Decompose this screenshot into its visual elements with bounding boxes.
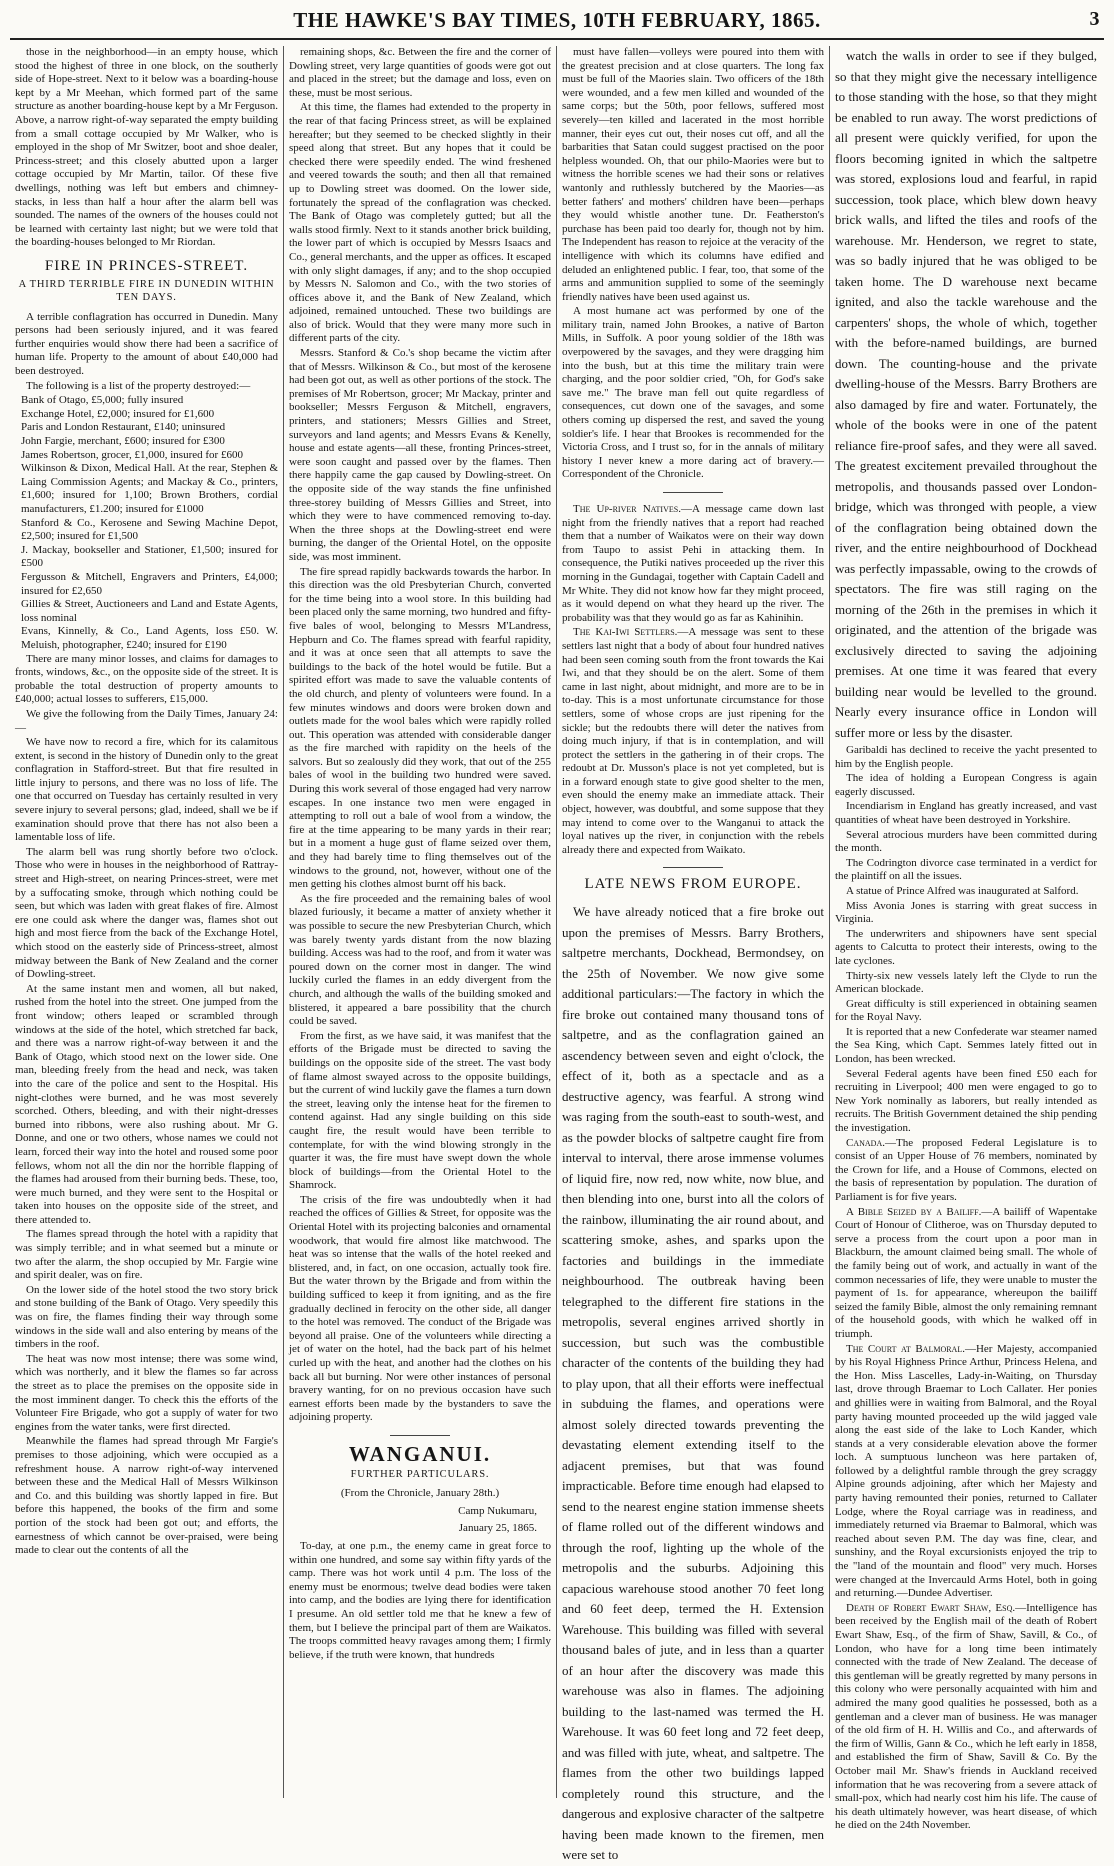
- paragraph: The underwriters and shipowners have sent special agents to Calcutta to protect their interests, owing to the late cyclones.: [835, 927, 1097, 967]
- paragraph: those in the neighborhood—in an empty house, which stood the highest of three in one block, on the southerly side of Hope-street. Next to it below was a boarding-house kept by a Mr Meehan, which formed part of the same structure as another boarding-house kept by a Mr Ferguson. Above, a narrow right-of-way separated the empty building from a small cottage occupied by Mr Walker, who is employed in the shop of Mr Switzer, boot and shoe dealer, Princess-street; and this closely abutted upon a larger cottage occupied by Mr Martin, tailor. Of these five dwellings, nothing was left but embers and chimney-stacks, in less than half a hour after the alarm bell was sounded. The names of the owners of the houses could not be learned with certainty last night; but we were told that the boarding-houses belonged to Mr Riordan.: [15, 46, 278, 249]
- property-list-item: Wilkinson & Dixon, Medical Hall. At the rear, Stephen & Laing Commission Agents; and Mackay & Co., printers, £1,600; insured for 1,100; Brown Brothers, cordial manufacturers, £1.200; insured for £1000: [21, 462, 278, 515]
- column-2: [283, 46, 556, 1798]
- paragraph-label: Death of Robert Ewart Shaw, Esq.: [846, 1601, 1016, 1614]
- paragraph: must have fallen—volleys were poured into them with the greatest precision and at close quarters. The long fax must be full of the Maories slain. Two officers of the 18th were wounded, and a few men killed and wounded of the same corps; but the 50th, poor fellows, suffered most severely—ten killed and lacerated in the most horrible manner, their eyes cut out, their noses cut off, and all the barbarities that Satan could suggest practised on the poor helpless wounded. Oh, that our philo-Maories were but to witness the horrible scenes we had their sons or relatives wantonly and ruthlessly butchered by the Maories—as better fathers' and mothers' children have been—perhaps they would whistle another tune. Dr. Featherston's purchase has been paid too dearly for, though not by him. The Independent has reason to rejoice at the veracity of the intelligence with which its columns have edified and deluded an enlightened public. I fear, too, that some of the arms and ammunition supplied to some of the seemingly friendly natives have been used against us.: [562, 46, 824, 303]
- paragraph: Great difficulty is still experienced in obtaining seamen for the Royal Navy.: [835, 997, 1097, 1024]
- paragraph: From the first, as we have said, it was manifest that the efforts of the Brigade must be directed to saving the buildings on the opposite side of the street. The vast body of flame almost swayed across to the opposite buildings, but the current of wind luckily gave the flames a turn down the street, leaving only the intense heat for the firemen to contend against. Had any single building on this side caught fire, the result would have been terrible to contemplate, for with the wind blowing strongly in the quarter it was, the fire must have swept down the whole block of buildings—from the Oriental Hotel to the Shamrock.: [289, 1029, 551, 1192]
- paragraph-text: —The proposed Federal Legislature is to consist of an Upper House of 76 members, nominated by the Crown for life, and a House of Commons, elected on the basis of representation by population. The duration of Parliament is for five years.: [835, 1136, 1097, 1203]
- paragraph: A statue of Prince Alfred was inaugurated at Salford.: [846, 884, 1079, 897]
- paragraph-label: A Bible Seized by a Bailiff.: [846, 1205, 982, 1218]
- paragraph-label: The Up-river Natives.: [573, 503, 681, 515]
- paragraph: Thirty-six new vessels lately left the Clyde to run the American blockade.: [835, 969, 1097, 996]
- paragraph-label: Canada.: [846, 1136, 885, 1149]
- paragraph: As the fire proceeded and the remaining bales of wool blazed furiously, it became a matter of anxiety whether it was possible to secure the new Presbyterian Church, which was barely twenty yards distant from the now blazing building. Access was had to the roof, and from it water was poured down on the corner most in danger. The wind luckily curled the flames in an eddy divergent from the church, and although the walls of the building smoked and blistered, it appeared a bare possibility that the church could be saved.: [289, 892, 551, 1028]
- column-1: [10, 46, 283, 1798]
- property-list-item: James Robertson, grocer, £1,000, insured for £600: [21, 448, 243, 461]
- paragraph: The alarm bell was rung shortly before two o'clock. Those who were in houses in the neighborhood of Rattray-street and High-street, on nearing Princes-street, were met by a suffocating smoke, through which nothing could be seen, but which was laden with great flakes of fire. Almost ere one could ask where the danger was, flames shot out high and most fierce from the back of the Exchange Hotel, which stood on the easterly side of Princess-street, almost midway between the Bank of New Zealand and the corner of Dowling-street.: [15, 845, 278, 981]
- paragraph-text: —A message was sent to these settlers last night that a body of about four hundred natives had been seen coming south from the front towards the Kai Iwi, and that they should be on the alert. Some of them came in last night, about midnight, and more are to be in to-day. This is a most unfortunate circumstance for those settlers, some of whose crops are just ripening for the sickle; but the redoubts there will deter the natives from doing much injury, if that is in contemplation, and will protect the settlers in the gathering in of their crops. The redoubt at Dr. Musson's place is not yet completed, but is in a forward enough state to give good shelter to the men, even should the enemy make an immediate attack. Their object, however, was doubtful, and some suppose that they may intend to come over to the Wanganui to attack the loyal natives up the river, in conjunction with the rebels already there and expected from Waikato.: [562, 626, 824, 856]
- masthead-title: THE HAWKE'S BAY TIMES, 10TH FEBRUARY, 1865.: [293, 8, 821, 32]
- dateline-date: January 25, 1865.: [458, 1522, 537, 1535]
- paragraph: Miss Avonia Jones is starring with great success in Virginia.: [835, 899, 1097, 926]
- paragraph: Several atrocious murders have been committed during the month.: [835, 828, 1097, 855]
- paragraph: Incendiarism in England has greatly increased, and vast quantities of wheat have been destroyed in Yorkshire.: [835, 800, 1097, 826]
- property-list-item: Bank of Otago, £5,000; fully insured: [21, 394, 184, 407]
- paragraph-label: The Kai-Iwi Settlers.: [573, 626, 678, 639]
- paragraph-text: —Intelligence has been received by the English mail of the death of Robert Ewart Shaw, Esq., of the firm of Shaw, Savill, & Co., of London, who have for a long time been intimately connected with the trade of New Zealand. The decease of this gentleman will be greatly regretted by many persons in this colony who were personally acquainted with him and admired the many good qualities he possessed, both as a gentleman and a clever man of business. He was manager of the old firm of H. H. Willis and Co., and afterwards of the firm of Willis, Gann & Co., which he left early in 1858, and established the firm of Shaw, Savill & Co. By the October mail Mr. Shaw's friends in Auckland received information that he was recovering from a severe attack of small-pox, which had nearly cost him his life. The cause of his death ultimately however, was heart disease, of which he died on the 24th November.: [835, 1601, 1097, 1832]
- paragraph: At the same instant men and women, all but naked, rushed from the hotel into the street. One jumped from the front window; others leaped or scrambled through windows at the side of the hotel, which stretched far back, and there was a narrow right-of-way between it and the Bank of Otago, which stood next on the lower side. One man, bleeding freely from the head and neck, was taken into the care of the police and sent to the Hospital. His night-clothes were burned, and he was most severely scorched. Others, bleeding, and with their night-dresses burned into ribbons, were also rushing about. Mr G. Donne, and one or two others, whose names we could not learn, forced their way into the hotel and roused some poor fellows, whom not all the din nor the horrible flapping of the flames had aroused from their burning beds. These, too, were much burned, and they were sent to the Hospital or taken into houses on the opposite side of the street, and there attended to.: [15, 982, 278, 1226]
- divider: [663, 867, 723, 868]
- dateline-place: Camp Nukumaru,: [458, 1504, 537, 1517]
- paragraph-up-river-natives: [562, 503, 824, 625]
- property-list-item: Evans, Kinnelly, & Co., Land Agents, loss £50. W. Meluish, photographer, £240; insured for £190: [21, 625, 278, 651]
- columns: [10, 46, 1104, 1863]
- paragraph: There are many minor losses, and claims for damages to fronts, windows, &c., on the opposite side of the street. It is probable the total destruction of property amounts to £40,000; actual losses to sufferers, £15,000.: [15, 652, 278, 706]
- paragraph: We have now to record a fire, which for its calamitous extent, is second in the history of Dunedin only to the great conflagration in Stafford-street. But that fire resulted in little injury to persons, and there was no loss of life. The one that occurred on Tuesday has certainly resulted in very severe injury to several persons; glad, indeed, shall we be if examination should prove that there has not also been a lamentable loss of life.: [15, 736, 278, 844]
- paragraph: It is reported that a new Confederate war steamer named the Sea King, which Capt. Semmes lately fitted out in London, has been wrecked.: [835, 1025, 1097, 1066]
- paragraph: The Codrington divorce case terminated in a verdict for the plaintiff on all the issues.: [835, 856, 1097, 883]
- paragraph: We give the following from the Daily Times, January 24:—: [15, 707, 278, 734]
- paragraph-death-shaw: [835, 1602, 1097, 1833]
- property-list-item: John Fargie, merchant, £600; insured for £300: [21, 435, 225, 448]
- paragraph-text: —A bailiff of Wapentake Court of Honour of Clitheroe, was on Thursday deputed to serve a process from the court upon a poor man in Blackburn, the amount claimed being small. The whole of the family being out of work, and actually in want of the common necessaries of life, they were unable to muster the payment of 1s. for appearance, whereupon the bailiff seized the family Bible, almost the only remaining remnant of the household goods, with which he walked off in triumph.: [835, 1205, 1097, 1340]
- paragraph-label: The Court at Balmoral.: [846, 1342, 965, 1355]
- paragraph: remaining shops, &c. Between the fire and the corner of Dowling street, very large quantities of goods were got out and placed in the street; but the damage and loss, even on these, must be most serious.: [289, 46, 551, 99]
- paragraph: Garibaldi has declined to receive the yacht presented to him by the English people.: [835, 744, 1097, 770]
- paragraph: A terrible conflagration has occurred in Dunedin. Many persons had been seriously injured, and it was feared further enquiries would show there had been a sacrifice of human life. Property to the amount of about £40,000 had been destroyed.: [15, 310, 278, 378]
- paragraph-text: —A message came down last night from the friendly natives that a report had reached them that a number of Waikatos were on their way down from Taupo to assist Pehi in attacking them. In consequence, the Putiki natives proceeded up the river this morning in the Gundagai, together with Captain Cadell and Mr White. They did not know how far they might proceed, as it would depend on what they heard up the river. The probability was that they would go as far as Kahinihin.: [562, 503, 824, 624]
- paragraph: On the lower side of the hotel stood the two story brick and stone building of the Bank of Otago. Very speedily this was on fire, the flames finding their way through some windows in the side wall and also entering by means of the timbers in the roof.: [15, 1283, 278, 1351]
- paragraph-kai-iwi-settlers: [562, 626, 824, 857]
- paragraph: Meanwhile the flames had spread through Mr Fargie's premises to those adjoining, which were occupied as a refreshment house. A narrow right-of-way intervened between these and the Medical Hall of Messrs Wilkinson and Co. and this building was shortly lapped in fire. But before this happened, the books of the firm and some portion of the stock had been got out; and efforts, the earnestness of which cannot be over-praised, were being made to clear out the contents of all the: [15, 1435, 278, 1557]
- article-heading-late-news-europe: LATE NEWS FROM EUROPE.: [584, 876, 802, 893]
- paragraph-court-balmoral: [835, 1343, 1097, 1601]
- article-heading-fire-princes-street: FIRE IN PRINCES-STREET.: [44, 257, 249, 274]
- paragraph: Several Federal agents have been fined £50 each for recruiting in Liverpool; 400 men were engaged to go to New York nominally as laborers, but really intended as recruits. The British Government detained the ship pending the investigation.: [835, 1067, 1097, 1135]
- column-3: [556, 46, 829, 1863]
- paragraph: At this time, the flames had extended to the property in the rear of that facing Princess street, as will be explained hereafter; but they seemed to be checked slightly in their speed along that street. But any hopes that it could be checked there were speedily ended. The wind freshened and veered towards the south; and then all that remained up to Dowling street was doomed. On the lower side, fortunately the spread of the conflagration was checked. The Bank of Otago was completely gutted; but all the walls stood firmly. Next to it stands another brick building, the lower part of which is occupied by Messrs Isaacs and Co., general merchants, and the upper as offices. It escaped with only slight damages, if any; and to the shop occupied by Messrs N. Salomon and Co., with the two stories of offices above it, and the Bank of New Zealand, which adjoined, remained untouched. These two buildings are also of brick. Would that they were many more such in different parts of the city.: [289, 101, 551, 345]
- property-list-item: J. Mackay, bookseller and Stationer, £1,500; insured for £500: [21, 543, 278, 570]
- paragraph-canada: [835, 1137, 1097, 1205]
- property-list-item: Paris and London Restaurant, £140; uninsured: [21, 421, 226, 434]
- article-subheading: FURTHER PARTICULARS.: [350, 1468, 490, 1480]
- paragraph: The fire spread rapidly backwards towards the harbor. In this direction was the old Presbyterian Church, converted for the time being into a wool store. In this building had been placed only the same morning, two hundred and fifty-five bales of wool, belonging to Messrs M'Landress, Hepburn and Co. The flames spread with fearful rapidity, and it was at once seen that all attempts to save the buildings to the back of the hotel would be futile. But a spirited effort was made to save the valuable contents of the old church, and plenty of volunteers were found. In a few minutes windows and doors were broken down and outlets made for the wool bales which were rapidly rolled out. This operation was attended with considerable danger as the fire marched with rapidity on the heels of the salvors. But so zealously did they work, that out of the 255 bales of wool in the building two hundred were saved. During this work several of those engaged had very narrow escapes. In one instance two men were engaged in attempting to roll out a bale of wool from a window, the fire at the time appearing to be many yards in their rear; but in a moment a huge gust of flame seized over them, and they had barely time to fling themselves out of the windows to the ground, not, however, without one of the men getting his clothes almost burnt off his back.: [289, 565, 551, 891]
- paragraph-bible-seized: [835, 1206, 1097, 1342]
- column-4: [829, 46, 1102, 1832]
- article-heading-wanganui: WANGANUI.: [348, 1441, 492, 1466]
- property-list-item: Gillies & Street, Auctioneers and Land and Estate Agents, loss nominal: [21, 598, 278, 624]
- divider: [390, 1435, 450, 1436]
- paragraph: The crisis of the fire was undoubtedly when it had reached the offices of Gillies & Street, for opposite was the Oriental Hotel with its projecting balconies and ornamental woodwork, that would fire almost like matchwood. The heat was so intense that the walls of the hotel reeked and blistered, and, in fact, on one occasion, actually took fire. But the water thrown by the Brigade and from within the building sufficed to keep it from igniting, and as the fire gradually declined in ferocity on the other side, all danger to the hotel was removed. The conduct of the Brigade was beyond all praise. One of the volunteers while directing a jet of water on the hotel, had the back part of his helmet curled up with the heat, and another had the clothes on his back all but burning. Nor were other instances of personal bravery wanting, for on no previous occasion have such earnest efforts been made by the bystanders to save the adjoining property.: [289, 1193, 551, 1424]
- source-line: (From the Chronicle, January 28th.): [340, 1487, 500, 1500]
- paragraph: The following is a list of the property destroyed:—: [26, 379, 251, 392]
- property-list-item: Fergusson & Mitchell, Engravers and Printers, £4,000; insured for £2,650: [21, 570, 278, 597]
- article-subheading: A THIRD TERRIBLE FIRE IN DUNEDIN WITHIN TEN DAYS.: [18, 278, 275, 304]
- paragraph: We have already noticed that a fire broke out upon the premises of Messrs. Barry Brothers, saltpetre merchants, Dockhead, Bermondsey, on the 25th of November. We now give some additional particulars:—The factory in which the fire broke out contained many thousand tons of saltpetre, and as the conflagration gained an ascendency between seven and eight o'clock, the effect of it, both as a spectacle and as a destructive agency, was fearful. A strong wind was raging from the south-east to south-west, and as the powder blocks of saltpetre caught fire from interval to interval, there arose immense volumes of liquid fire, now red, now white, now blue, and then blending into one, burst into all the colors of the rainbow, illuminating the air round about, and scattering smoke, ashes, and sparks upon the factories and buildings in the immediate neighbourhood. The outbreak having been telegraphed to the different fire stations in the metropolis, several engines arrived shortly in succession, but such was the combustible character of the contents of the building they had to play upon, that all their efforts were ineffectual in subduing the flames, and operations were almost solely directed towards preventing the devastating element extending itself to the adjacent premises, but that was found impracticable. Before time enough had elapsed to send to the nearest engine station immense sheets of flame rolled out of the different windows and through the roof, lighting up the whole of the metropolis and the suburbs. Adjoining this capacious warehouse stood another 70 feet long and 60 feet deep, termed the H. Extension Warehouse. This building was filled with several thousand bales of jute, and in less than a quarter of an hour after the discovery was made this warehouse was also in flames. The adjoining building to the last-named was termed the H. Warehouse. It was 60 feet long and 72 feet deep, and was filled with jute, wheat, and saltpetre. The flames from the other two buildings lapped completely round this structure, and the dangerous and explosive character of the saltpetre having been made known to the firemen, men were set to: [562, 904, 824, 1863]
- page-number: 3: [1089, 8, 1100, 30]
- paragraph: watch the walls in order to see if they bulged, so that they might give the necessary intelligence to those standing with the hose, so that they might be enabled to run away. The worst predictions of all present were quickly verified, for upon the floors becoming ignited in which the saltpetre was stored, explosions loud and fearful, in rapid succession, took place, which blew down heavy brick walls, and lifted the tiles and roofs of the warehouse. Mr. Henderson, we regret to state, was so badly injured that he was obliged to be taken home. The D warehouse next became ignited, and also the tackle warehouse and the carpenters' shops, the whole of which, together with the before-named buildings, are burned down. The counting-house and the private dwelling-house of the Messrs. Barry Brothers are also damaged by fire and water. Fortunately, the whole of the books were in one of the patent reliance fire-proof safes, and they were all saved. The greatest excitement prevailed throughout the metropolis, and thousands passed over London-bridge, which was thronged with people, a view of the conflagration being obtained down the river, and the entire neighbourhood of Dockhead was perfectly impassable, owing to the crowds of spectators. The fire was still raging on the morning of the 26th in the premises in which it originated, and the attention of the brigade was exclusively directed to saving the adjoining premises. At one time it was feared that every building near would be levelled to the ground. Nearly every insurance office in London will suffer more or less by the disaster.: [835, 48, 1097, 740]
- paragraph-text: —Her Majesty, accompanied by his Royal Highness Prince Arthur, Princess Helena, and the Hon. Miss Lascelles, Lady-in-Waiting, on Thursday last, drove through Braemar to Loch Callater. Her ponies and ghillies were in waiting from Balmoral, and the Royal party having mounted proceeded up the wild jagged vale along the east side of the lake to Loch Kander, which stands at a very considerable elevation above the former loch. A sumptuous luncheon was here partaken of, followed by a delightful ramble through the grey scraggy Alpine grounds adjoining, after which her Majesty and party having remounted their ponies, returned to Callater Lodge, where the Royal carriage was in readiness, and immediately returned via Braemar to Balmoral, which was reached about seven P.M. The day was fine, clear, and sunshiny, and the Royal excursionists enjoyed the trip to the "land of the mountain and flood" very much. Horses were changed at the Invercauld Arms Hotel, both in going and returning.—Dundee Advertiser.: [835, 1342, 1097, 1600]
- masthead: [10, 8, 1104, 40]
- property-list-item: Exchange Hotel, £2,000; insured for £1,600: [21, 407, 215, 420]
- paragraph: The heat was now most intense; there was some wind, which was northerly, and it blew the flames so far across the street as to place the premises on the opposite side in the most imminent danger. To check this the efforts of the Volunteer Fire Brigade, who got a supply of water for two engines from the water tanks, were first directed.: [15, 1352, 278, 1433]
- paragraph: The flames spread through the hotel with a rapidity that was simply terrible; and in what seemed but a minute or two after the alarm, the shop occupied by Mr. Fargie wine and spirit dealer, was on fire.: [15, 1228, 278, 1282]
- paragraph: A most humane act was performed by one of the military train, named John Brookes, a native of Barton Mills, in Suffolk. A poor young soldier of the 18th was overpowered by the savages, and they were dragging him into the bush, but at this time the military train were charging, and the poor soldier cried, "Oh, for God's sake save me." The brave man fell out quite regardless of consequences, cut down one of the savages, and some others coming up dispersed the rest, and saved the young soldier's life. I hear that Brookes is recommended for the Victoria Cross, and I trust so, for in the annals of military history I never knew a more daring act of bravery.—Correspondent of the Chronicle.: [562, 305, 824, 481]
- divider: [663, 492, 723, 493]
- paragraph: To-day, at one p.m., the enemy came in great force to within one hundred, and some say within fifty yards of the camp. There was hot work until 4 p.m. The loss of the enemy must be enormous; twelve dead bodies were taken into camp, and the bodies are lying there for identification I presume. An old settler told me that he knew a few of them, but I believe the principal part of them are Waikatos. The troops committed heavy ravages among them; I firmly believe, if the truth were known, that hundreds: [289, 1539, 551, 1661]
- paragraph: The idea of holding a European Congress is again eagerly discussed.: [835, 772, 1097, 798]
- paragraph: Messrs. Stanford & Co.'s shop became the victim after that of Messrs. Wilkinson & Co., but most of the kerosene had been got out, as well as other portions of the stock. The premises of Mr Robertson, grocer; Mr Mackay, printer and bookseller; Messrs Ferguson & Mitchell, engravers, printers, and stationers; Messrs Gillies and Street, surveyors and land agents; and Messrs Evans & Kenelly, house and estate agents—all these, fronting Princes-street, were soon caught and passed over by the flames. Then there happily came the gap caused by Dowling-street. On the opposite side of the way stands the fine unfinished three-storey building of Messrs Gillies and Street, into which they were to have commenced removing to-day. When the three shops at the Dowling-street end were burning, the danger of the Oriental Hotel, on the opposite side, was most imminent.: [289, 347, 551, 563]
- property-list-item: Stanford & Co., Kerosene and Sewing Machine Depot, £2,500; insured for £1,500: [21, 516, 278, 543]
